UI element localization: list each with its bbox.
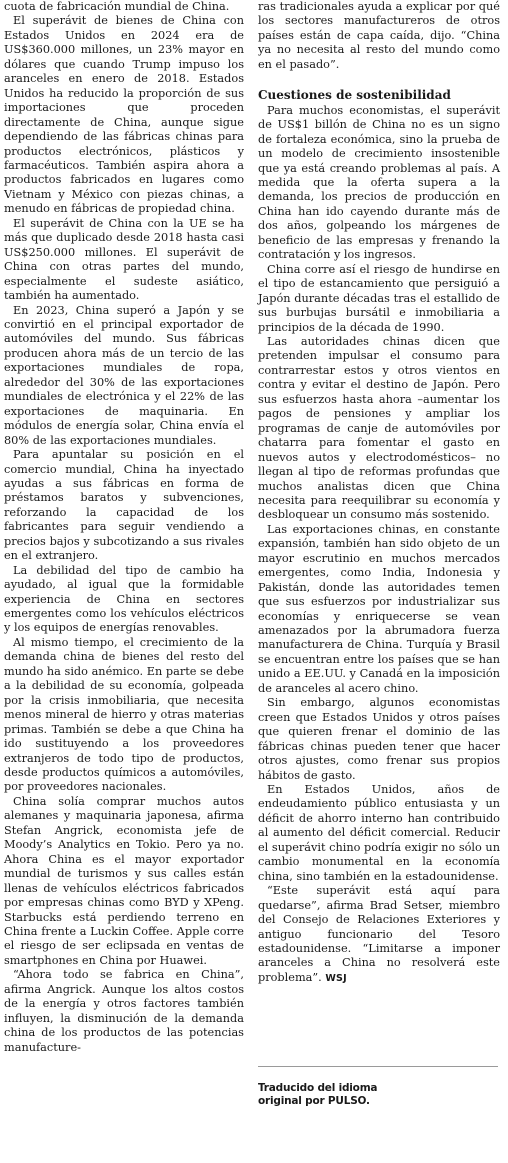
paragraph: Al mismo tiempo, el crecimiento de la demanda china de bienes del resto del mundo ha sido anémico. En parte se debe a la debilidad de su economía, golpeada por la crisis inmobiliaria, que necesita menos mineral de hierro y otras materias primas. También se debe a que China ha ido sustituyendo a los proveedores extranjeros de todo tipo de productos, desde productos químicos a automóviles, por proveedores nacionales.: [4, 635, 244, 794]
article-column-right: [258, 0, 500, 986]
paragraph: Sin embargo, algunos economistas creen que Estados Unidos y otros países que quieren frenar el dominio de las fábricas chinas pueden tener que hacer otros ajustes, como frenar sus propios hábitos de gasto.: [258, 696, 500, 782]
paragraph: En 2023, China superó a Japón y se convirtió en el principal exportador de automóviles del mundo. Sus fábricas producen ahora más de un tercio de las exportaciones mundiales de ropa, alrededor del 30% de las exportaciones mundiales de electrónica y el 22% de las exportaciones de maquinaria. En módulos de energía solar, China envía el 80% de las exportaciones mundiales.: [4, 303, 244, 447]
paragraph: ras tradicionales ayuda a explicar por qué los sectores manufactureros de otros países están de capa caída, dijo. “China ya no necesita al resto del mundo como en el pasado”.: [258, 0, 500, 71]
paragraph: “Ahora todo se fabrica en China”, afirma Angrick. Aunque los altos costos de la energía y otros factores también influyen, la disminución de la demanda china de los productos de las potencias manufacture-: [4, 968, 244, 1054]
paragraph: cuota de fabricación mundial de China.: [4, 0, 230, 13]
paragraph: Las autoridades chinas dicen que pretenden impulsar el consumo para contrarrestar estos y otros vientos en contra y evitar el destino de Japón. Pero sus esfuerzos hasta ahora –aumentar los pagos de pensiones y ampliar los programas de canje de automóviles por chatarra para fomentar el gasto en nuevos autos y electrodomésticos– no llegan al tipo de reformas profundas que muchos analistas dicen que China necesita para reequilibrar su economía y desbloquear un consumo más sostenido.: [258, 334, 500, 522]
closing-paragraph: [258, 884, 500, 986]
translation-credit: [258, 1066, 498, 1108]
paragraph: La debilidad del tipo de cambio ha ayudado, al igual que la formidable experiencia de China en sectores emergentes como los vehículos eléctricos y los equipos de energías renovables.: [4, 563, 244, 635]
paragraph: China corre así el riesgo de hundirse en el tipo de estancamiento que persiguió a Japón durante décadas tras el estallido de sus burbujas bursátil e inmobiliaria a principios de la década de 1990.: [258, 262, 500, 334]
paragraph: En Estados Unidos, años de endeudamiento público entusiasta y un déficit de ahorro interno han contribuido al aumento del déficit comercial. Reducir el superávit chino podría exigir no sólo un cambio monumental en la economía china, sino también en la estadounidense.: [258, 783, 500, 883]
paragraph: El superávit de bienes de China con Estados Unidos en 2024 era de US$360.000 millones, un 23% mayor en dólares que cuando Trump impuso los aranceles en enero de 2018. Estados Unidos ha reducido la proporción de sus importaciones que proceden directamente de China, aunque sigue dependiendo de las fábricas chinas para productos electrónicos, plásticos y farmacéuticos. También aspira ahora a productos fabricados en lugares como Vietnam y México con piezas chinas, a menudo en fábricas de propiedad china.: [4, 14, 244, 216]
paragraph: Para muchos economistas, el superávit de US$1 billón de China no es un signo de fortaleza económica, sino la prueba de un modelo de crecimiento insostenible que ya está creando problemas al país. A medida que la oferta supera a la demanda, los precios de producción en China han ido cayendo durante más de dos años, golpeando los márgenes de beneficio de las empresas y frenando la contratación y los ingresos.: [258, 103, 500, 262]
paragraph-text: “Este superávit está aquí para quedarse”, afirma Brad Setser, miembro del Consejo de Relaciones Exteriores y antiguo funcionario del Tesoro estadounidense. “Limitarse a imponer aranceles a China no resolverá este problema”.: [258, 884, 500, 984]
section-subheading: Cuestiones de sostenibilidad: [258, 88, 451, 103]
wsj-signature: WSJ: [325, 972, 347, 984]
paragraph: China solía comprar muchos autos alemanes y maquinaria japonesa, afirma Stefan Angrick, economista jefe de Moody’s Analytics en Tokio. Pero ya no. Ahora China es el mayor exportador mundial de turismos y sus calles están llenas de vehículos eléctricos fabricados por empresas chinas como BYD y XPeng. Starbucks está perdiendo terreno en China frente a Luckin Coffee. Apple corre el riesgo de ser eclipsada en ventas de smartphones en China por Huawei.: [4, 794, 244, 967]
article-column-left: [4, 0, 244, 1055]
credit-line: Traducido del idioma: [258, 1082, 378, 1094]
paragraph: El superávit de China con la UE se ha más que duplicado desde 2018 hasta casi US$250.000 millones. El superávit de China con otras partes del mundo, especialmente el sudeste asiático, también ha aumentado.: [4, 216, 244, 303]
paragraph: Las exportaciones chinas, en constante expansión, también han sido objeto de un mayor escrutinio en muchos mercados emergentes, como India, Indonesia y Pakistán, donde las autoridades temen que sus esfuerzos por industrializar sus economías y enriquecerse se vean amenazados por la abrumadora fuerza manufacturera de China. Turquía y Brasil se encuentran entre los países que se han unido a EE.UU. y Canadá en la imposición de aranceles al acero chino.: [258, 522, 500, 695]
credit-line: original por PULSO.: [258, 1095, 370, 1107]
paragraph: Para apuntalar su posición en el comercio mundial, China ha inyectado ayudas a sus fábricas en forma de préstamos baratos y subvenciones, reforzando la capacidad de los fabricantes para seguir vendiendo a precios bajos y subcotizando a sus rivales en el extranjero.: [4, 448, 244, 563]
